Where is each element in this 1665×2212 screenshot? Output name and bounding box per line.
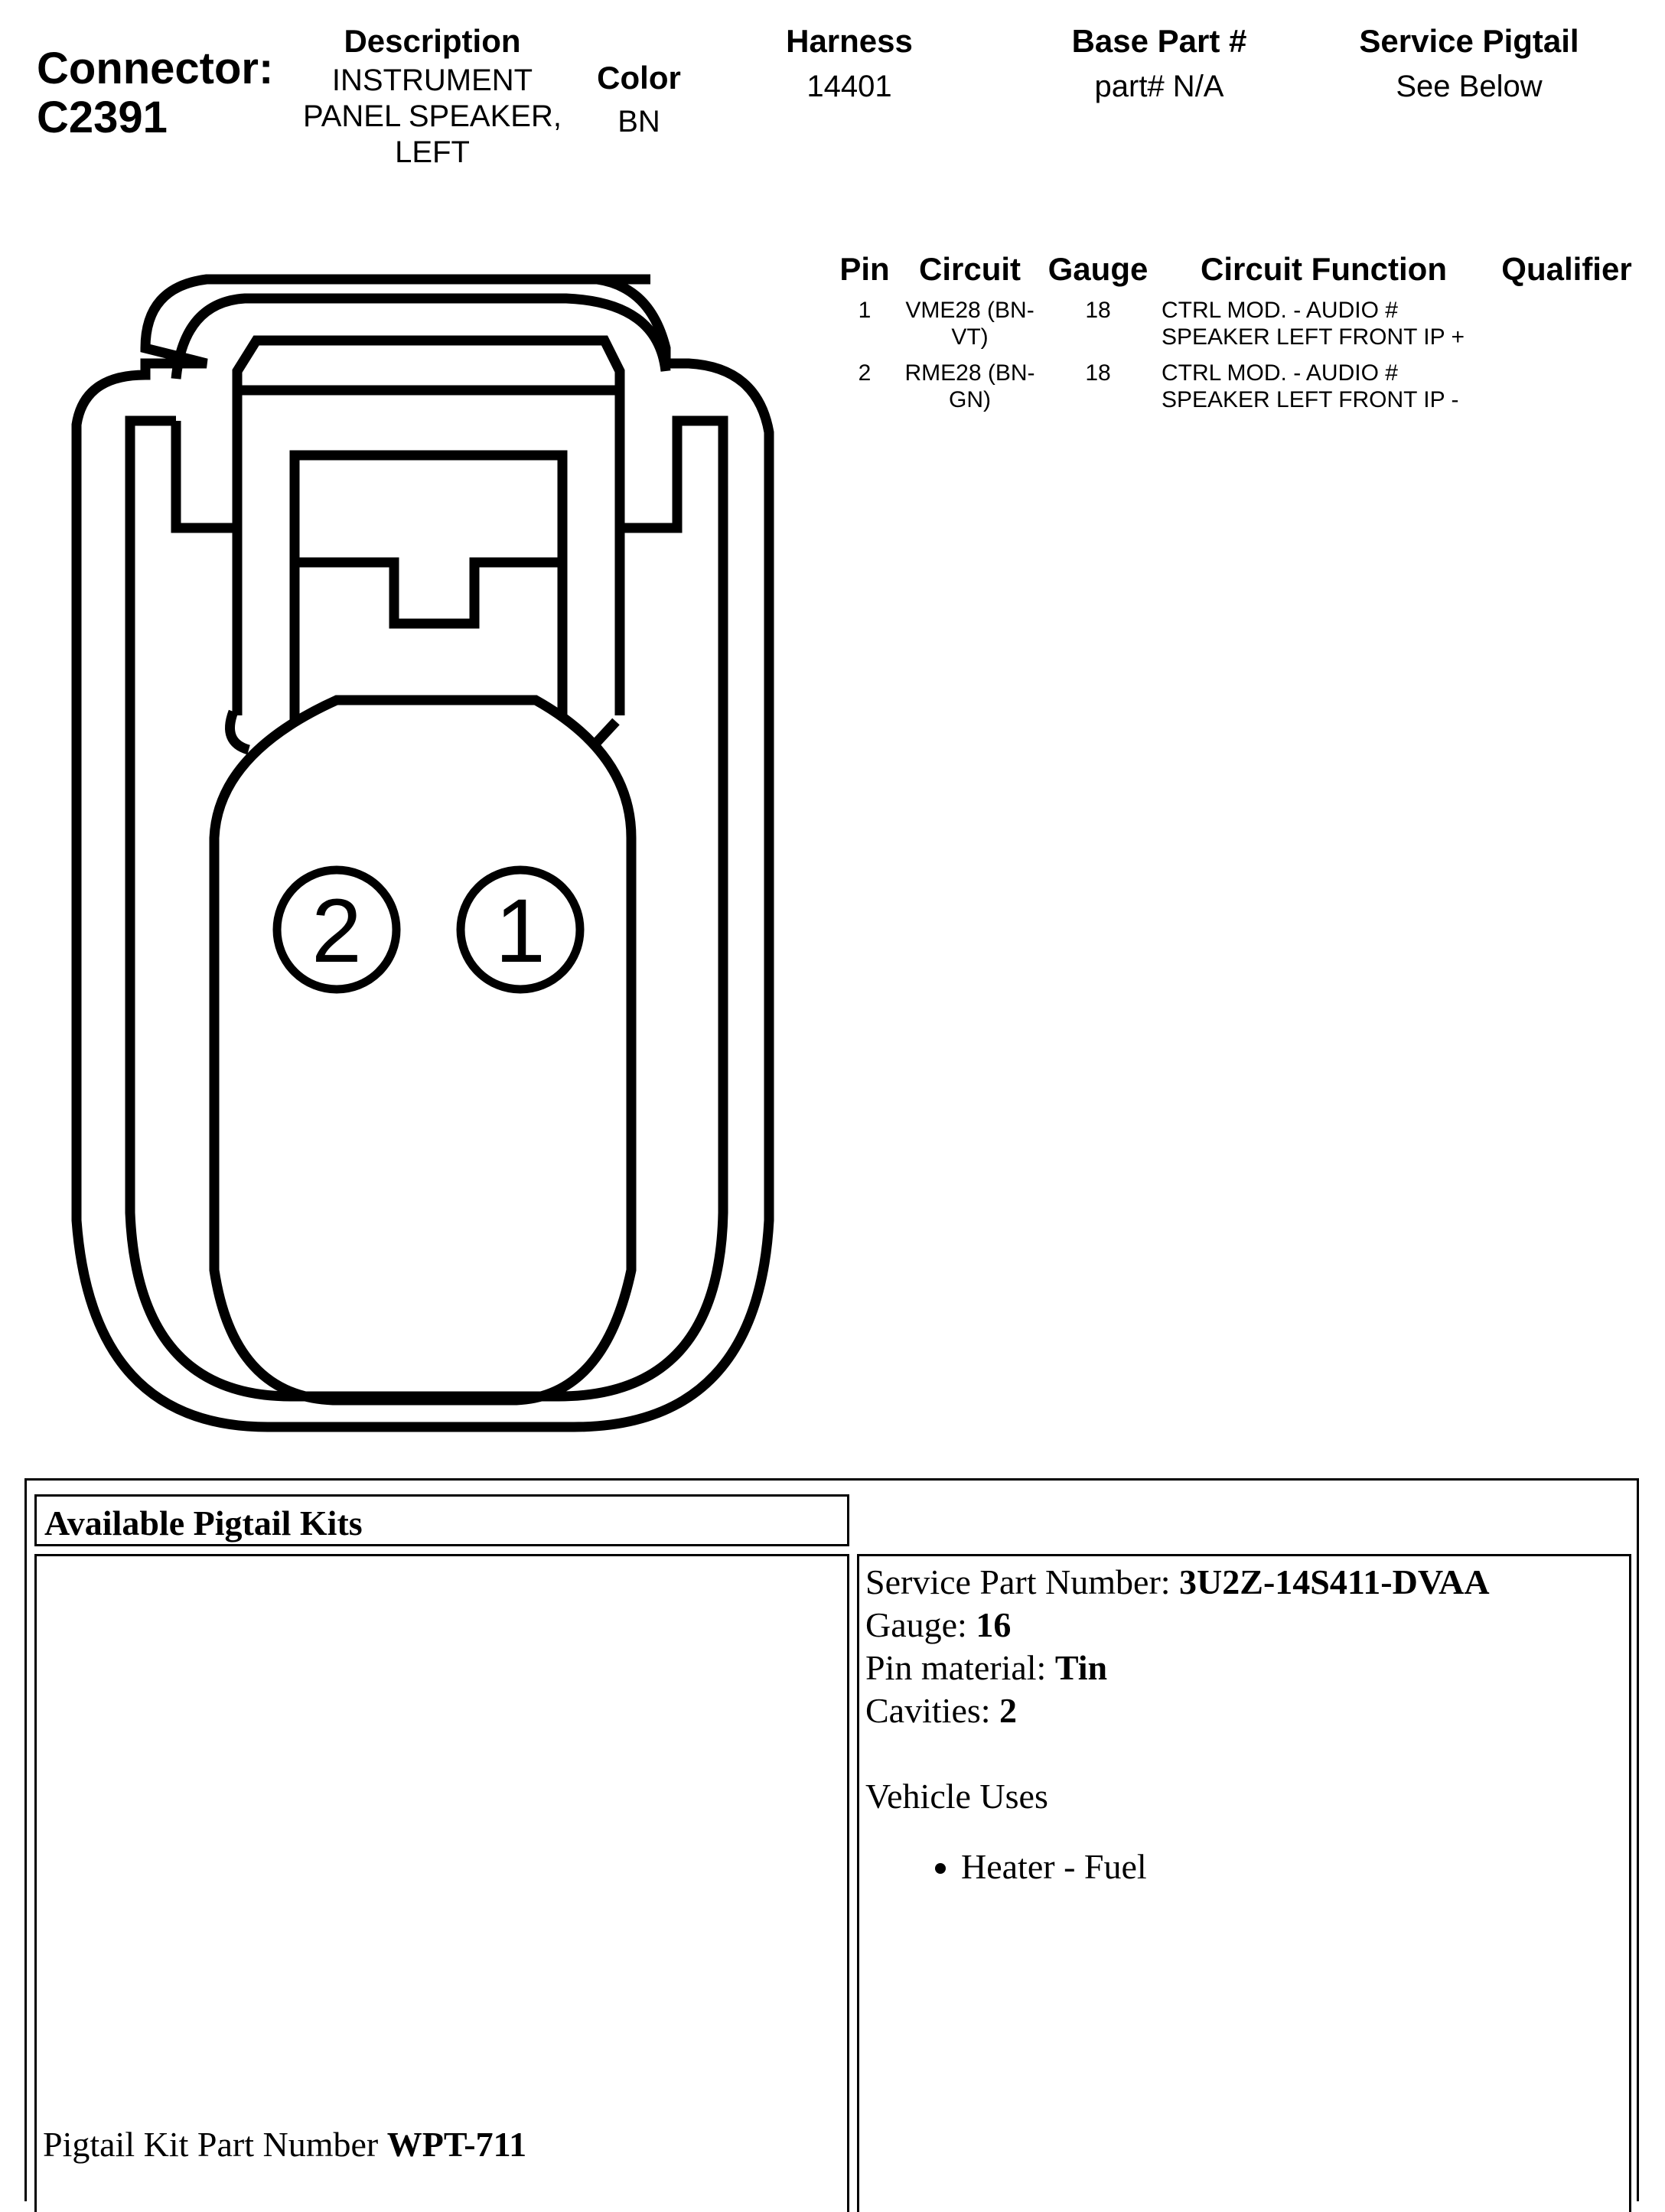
pin-cell: 2 — [858, 360, 872, 386]
pigtail-kits-title: Available Pigtail Kits — [44, 1503, 363, 1543]
qualifier-cell — [1492, 360, 1641, 422]
pigtail-kits-section — [24, 1478, 1639, 2201]
service-details — [865, 1561, 1490, 1888]
pin-material-label: Pin material: — [865, 1648, 1047, 1687]
col-header-pin: Pin — [839, 251, 890, 287]
description-column — [279, 23, 585, 171]
service-pigtail-header: Service Pigtail — [1359, 23, 1579, 59]
function-cell: CTRL MOD. - AUDIO # SPEAKER LEFT FRONT IP - — [1162, 360, 1459, 412]
cavities-label: Cavities: — [865, 1691, 991, 1730]
qualifier-cell — [1492, 297, 1641, 360]
circuit-cell: RME28 (BN-GN) — [904, 360, 1035, 412]
service-part-line — [865, 1561, 1490, 1604]
pin-material-line — [865, 1647, 1490, 1689]
base-part-value: part# N/A — [1094, 70, 1224, 103]
kit-part-label: Pigtail Kit Part Number — [43, 2125, 379, 2164]
connector-face-diagram — [69, 264, 788, 1442]
latch-window — [295, 455, 562, 723]
harness-header: Harness — [786, 23, 913, 59]
pin-material-value: Tin — [1054, 1648, 1108, 1687]
terminal-body — [214, 700, 631, 1400]
pigtail-kit-left-panel — [34, 1554, 849, 2212]
service-part-number: 3U2Z-14S411-DVAA — [1179, 1562, 1490, 1601]
gauge-line — [865, 1604, 1490, 1647]
vehicle-uses-list — [865, 1846, 1490, 1888]
circuit-cell: VME28 (BN-VT) — [905, 298, 1035, 350]
pin-label-1: 1 — [495, 881, 546, 982]
color-value: BN — [617, 105, 660, 138]
connector-title — [37, 44, 273, 142]
description-header: Description — [344, 23, 521, 59]
list-item: • Heater - Fuel — [961, 1846, 1490, 1888]
service-pigtail-column — [1316, 23, 1622, 105]
gauge-label: Gauge: — [865, 1605, 967, 1644]
gauge-value: 16 — [976, 1605, 1012, 1644]
service-part-label: Service Part Number: — [865, 1562, 1171, 1601]
color-header: Color — [597, 60, 681, 96]
col-header-circuit: Circuit — [918, 251, 1021, 287]
harness-value: 14401 — [806, 70, 892, 103]
latch-hook-right — [597, 722, 616, 742]
latch-hook-left — [230, 712, 249, 750]
pin-table-header-row — [830, 251, 1641, 297]
pin-cavity-2 — [277, 870, 396, 989]
cavities-line — [865, 1689, 1490, 1732]
function-cell: CTRL MOD. - AUDIO # SPEAKER LEFT FRONT IP + — [1162, 298, 1465, 350]
pigtail-kit-right-panel — [857, 1554, 1631, 2212]
pin-cavity-1 — [461, 870, 580, 989]
col-header-qualifier: Qualifier — [1501, 251, 1632, 287]
kit-part-number: WPT-711 — [386, 2125, 527, 2164]
pin-label-2: 2 — [311, 881, 362, 982]
gauge-cell: 18 — [1085, 360, 1111, 386]
pin-table — [830, 251, 1641, 422]
color-column — [578, 60, 700, 140]
latch-window-bar — [295, 562, 562, 624]
connector-label: Connector: — [37, 44, 274, 93]
pigtail-kits-title-box — [34, 1494, 849, 1546]
pigtail-kit-part-line — [43, 2124, 526, 2165]
description-value: INSTRUMENT PANEL SPEAKER, LEFT — [303, 64, 562, 169]
table-row — [830, 297, 1641, 360]
col-header-gauge: Gauge — [1048, 251, 1149, 287]
service-pigtail-value: See Below — [1396, 70, 1543, 103]
vehicle-uses-heading: Vehicle Uses — [865, 1777, 1048, 1816]
base-part-header: Base Part # — [1071, 23, 1247, 59]
housing-inner-left-wall — [176, 421, 237, 528]
cavities-value: 2 — [999, 1691, 1018, 1730]
pin-cell: 1 — [858, 298, 872, 323]
base-part-column — [1018, 23, 1301, 105]
col-header-circuit-function: Circuit Function — [1201, 251, 1447, 287]
table-row — [830, 360, 1641, 422]
connector-id: C2391 — [37, 93, 168, 142]
gauge-cell: 18 — [1085, 298, 1111, 323]
harness-column — [735, 23, 964, 105]
